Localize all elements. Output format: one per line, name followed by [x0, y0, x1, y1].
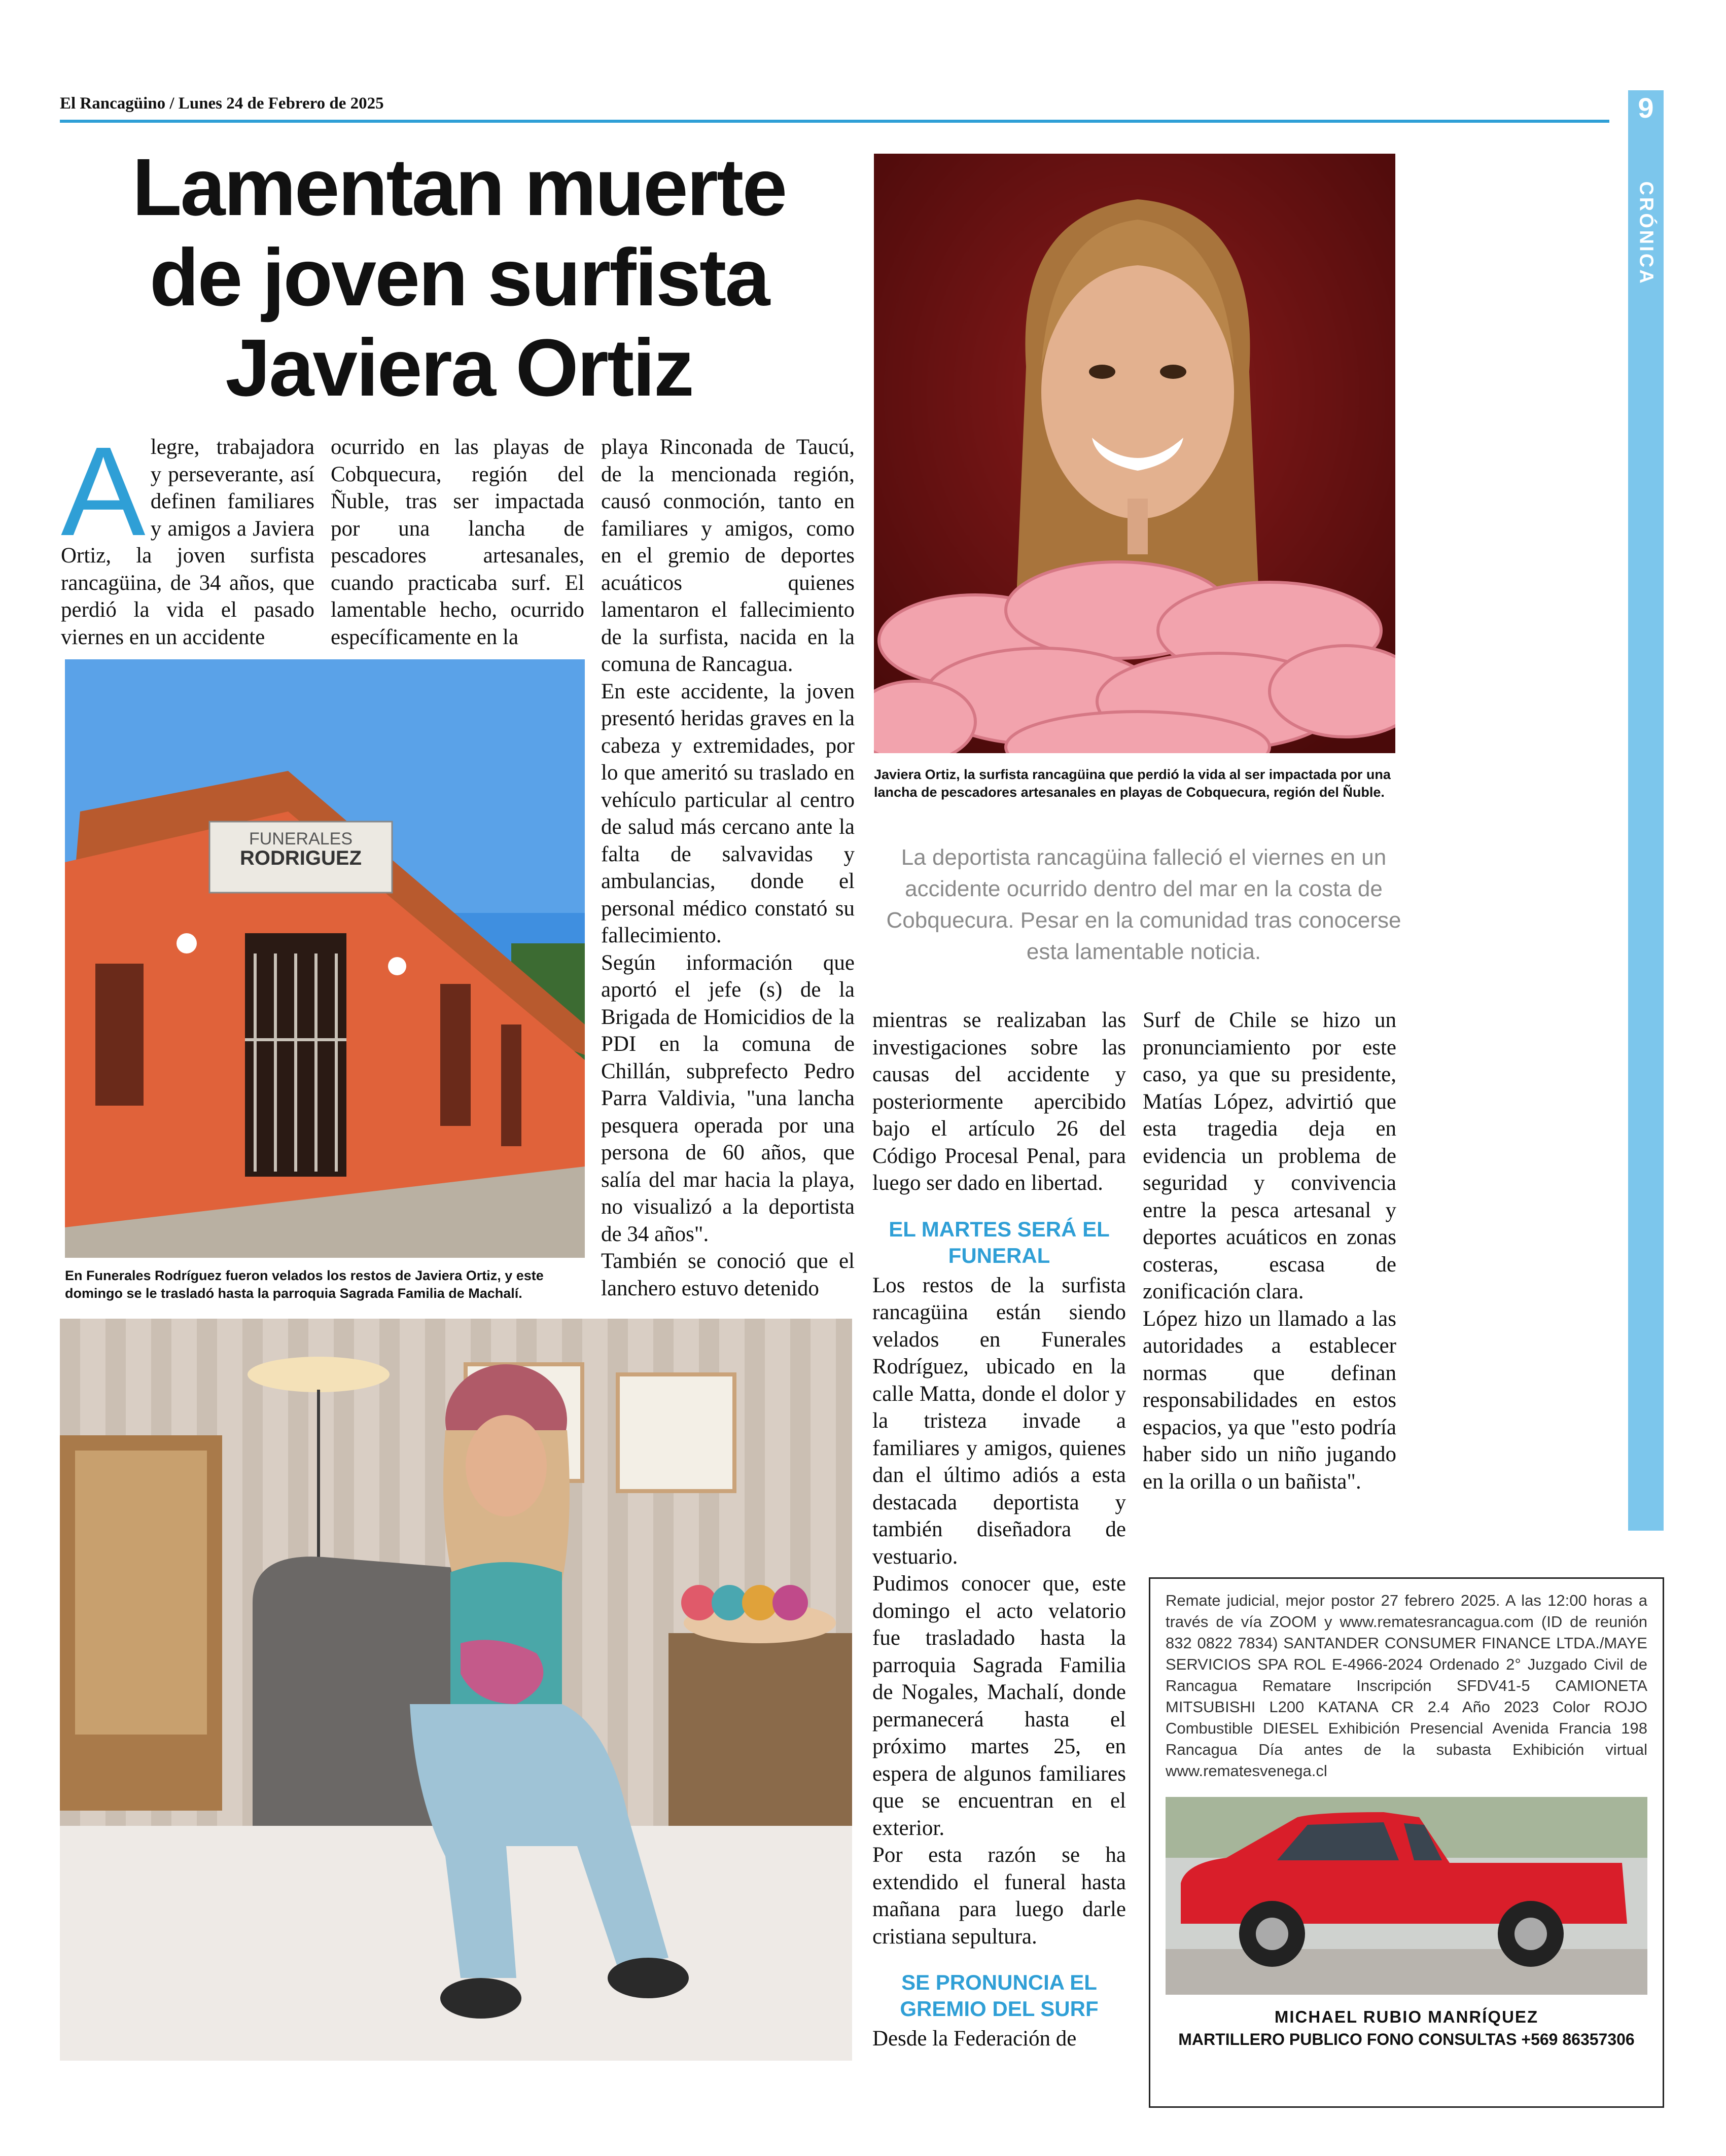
funeral-home-illustration [65, 659, 585, 1258]
column-3-paragraph-4: También se conoció que el lanchero estuvo detenido [601, 1249, 855, 1300]
column-4-paragraph-3: Pudimos conocer que, este domingo el acto velatorio fue trasladado hasta la parroquia Sagrada Familia de Nogales, Machalí, donde permanecerá hasta el próximo martes 25, en espera de algunos familiares que se encuentran en el exterior. [872, 1572, 1126, 1840]
auctioneer-name: MICHAEL RUBIO MANRÍQUEZ [1274, 2007, 1539, 2026]
knitting-illustration [60, 1319, 852, 2061]
section-name: CRÓNICA [1635, 181, 1657, 286]
headline-line-3: Javiera Ortiz [225, 322, 693, 413]
funeral-sign-line-2: RODRIGUEZ [240, 847, 362, 869]
article-column-1 [61, 420, 314, 651]
column-2-text: ocurrido en las playas de Cobquecura, región del Ñuble, tras ser impactada por una lancha de pescadores artesanales, cuando practicaba surf. El lamentable hecho, ocurrido específicamente en la [331, 435, 584, 649]
column-4-paragraph-2: Los restos de la surfista rancagüina están siendo velados en Funerales Rodríguez, ubicado en la calle Matta, donde el dolor y la tristeza invade a familiares y amigos, quienes dan el último adiós a esta destacada deportista y también diseñadora de vestuario. [872, 1273, 1126, 1569]
article-column-4 [872, 1007, 1126, 2053]
column-3-paragraph-3: Según información que aportó el jefe (s) de la Brigada de Homicidios de la PDI en la comuna de Chillán, subprefecto Pedro Parra Valdivia, "una lancha pesquera operada por una persona de 60 años, que salía del mar hacia la playa, no visualizó a la deportista de 34 años". [601, 950, 855, 1246]
article-column-5 [1143, 1007, 1396, 1495]
column-4-paragraph-1: mientras se realizaban las investigaciones sobre las causas del accidente y posteriormente apercibido bajo el artículo 26 del Código Procesal Penal, para luego ser dado en libertad. [872, 1008, 1126, 1195]
red-pickup-illustration [1166, 1797, 1647, 1995]
column-3-paragraph-1: playa Rinconada de Taucú, de la mencionada región, causó conmoción, tanto en familiares y amigos, como en el gremio de deportes acuáticos quienes lamentaron el fallecimiento de la surfista, nacida en la comuna de Rancagua. [601, 435, 855, 676]
drop-cap: A [61, 420, 146, 562]
funeral-home-caption: En Funerales Rodríguez fueron velados los restos de Javiera Ortiz, y este domingo se le trasladó hasta la parroquia Sagrada Familia de Machalí. [65, 1268, 544, 1301]
article-column-2 [331, 434, 584, 651]
column-4-paragraph-5: Desde la Federación de [872, 2027, 1077, 2051]
portrait-photo [874, 154, 1395, 753]
column-3-paragraph-2: En este accidente, la joven presentó heridas graves en la cabeza y extremidades, por lo que ameritó su traslado en vehículo particular al centro de salud más cercano ante la falta de salvavidas y ambulancias, donde el personal médico constató su fallecimiento. [601, 679, 855, 947]
column-1-text: legre, trabajadora y perseverante, así definen familiares y amigos a Javiera Ortiz, la joven surfista rancagüina, de 34 años, que perdió la vida el pasado viernes en un accidente [61, 435, 314, 649]
truck-photo [1166, 1797, 1647, 1995]
headline-line-2: de joven surfista [149, 232, 769, 323]
portrait-caption: Javiera Ortiz, la surfista rancagüina que perdió la vida al ser impactada por una lancha de pescadores artesanales en playas de Cobquecura, región del Ñuble. [874, 767, 1391, 800]
auction-ad-text: Remate judicial, mejor postor 27 febrero 2025. A las 12:00 horas a través de vía ZOOM y www.rematesrancagua.com (ID de reunión 832 0822 7834) SANTANDER CONSUMER FINANCE LTDA./MAYE SERVICIOS SPA ROL E-4966-2024 Ordenado 2° Juzgado Civil de Rancagua Rematare Inscripción SFDV41-5 CAMIONETA MITSUBISHI L200 KATANA CR 2.4 Año 2023 Color ROJO Combustible DIESEL Exhibición Presencial Avenida Francia 198 Rancagua Día antes de la subasta Exhibición virtual www.rematesvenega.cl [1166, 1592, 1647, 1780]
funeral-home-photo [65, 659, 585, 1258]
auction-ad [1149, 1577, 1664, 2108]
newspaper-header: El Rancagüino / Lunes 24 de Febrero de 2025 [60, 94, 384, 113]
subhead-surf-guild: SE PRONUNCIA EL GREMIO DEL SURF [900, 1970, 1099, 2021]
headline [107, 142, 812, 413]
portrait-illustration [874, 154, 1395, 753]
auctioneer-contact: MARTILLERO PUBLICO FONO CONSULTAS +569 86357306 [1178, 2030, 1635, 2048]
header-rule [60, 120, 1609, 123]
funeral-sign-line-1: FUNERALES [249, 829, 353, 849]
column-5-paragraph-2: López hizo un llamado a las autoridades a establecer normas que definan responsabilidades en estos espacios, ya que "esto podría haber sido un niño jugando en la orilla o un bañista". [1143, 1306, 1396, 1494]
section-label [1628, 142, 1664, 325]
pull-quote: La deportista rancagüina falleció el viernes en un accidente ocurrido dentro del mar en la costa de Cobquecura. Pesar en la comunidad tras conocerse esta lamentable noticia. [886, 845, 1401, 964]
subhead-funeral: EL MARTES SERÁ EL FUNERAL [889, 1217, 1110, 1267]
page-number: 9 [1638, 92, 1654, 124]
column-5-paragraph-1: Surf de Chile se hizo un pronunciamiento por este caso, ya que su presidente, Matías López, advirtió que esta tragedia deja en evidencia un problema de seguridad y convivencia entre la pesca artesanal y deportes acuáticos en zonas costeras, escasa de zonificación clara. [1143, 1008, 1396, 1303]
knitting-photo [60, 1319, 852, 2061]
article-column-3 [601, 434, 855, 1302]
column-4-paragraph-4: Por esta razón se ha extendido el funeral hasta mañana para luego darle cristiana sepultura. [872, 1843, 1126, 1949]
headline-line-1: Lamentan muerte [132, 142, 786, 232]
